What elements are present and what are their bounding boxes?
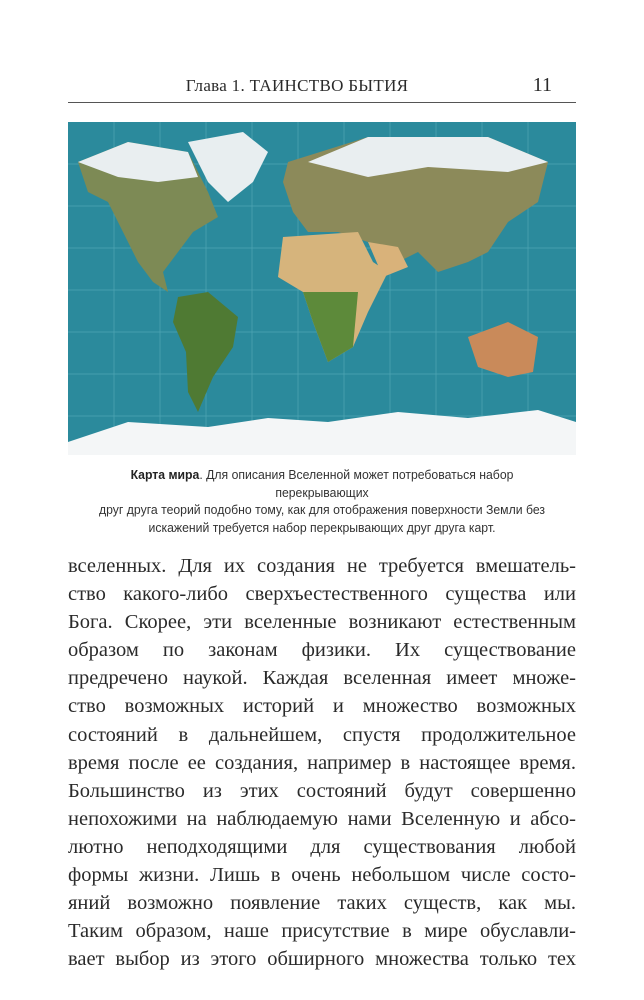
caption-line: друг друга теорий подобно тому, как для отображения поверхности Земли без [99, 502, 545, 517]
figure-caption [88, 466, 555, 536]
text-line: формы жизни. Лишь в очень небольшом числе состо- [68, 864, 576, 887]
body-text [68, 552, 576, 973]
text-line: состояний в дальнейшем, спустя продолжительное [68, 723, 576, 746]
chapter-title: Глава 1. ТАИНСТВО БЫТИЯ [185, 76, 409, 95]
world-map-image [68, 122, 576, 455]
text-line: ство возможных историй и множество возможных [68, 695, 576, 718]
text-line: Большинство из этих состояний будут совершенно [68, 779, 576, 802]
running-header [68, 74, 576, 103]
caption-line: . Для описания Вселенной может потребоваться набор перекрывающих [199, 467, 514, 500]
text-line: яний возможно появление таких существ, как мы. [68, 892, 576, 915]
text-line: предречено наукой. Каждая вселенная имеет множе- [68, 667, 576, 690]
text-line: время после ее создания, например в настоящее время. [68, 751, 576, 774]
south-america [173, 292, 238, 412]
text-line: Таким образом, наше присутствие в мире обуславли- [68, 920, 576, 943]
australia [468, 322, 538, 377]
text-line: лютно неподходящими для существования любой [68, 835, 576, 858]
caption-title: Карта мира [130, 467, 200, 482]
page-number: 11 [532, 74, 552, 96]
text-line: непохожими на наблюдаемую нами Вселенную и абсо- [68, 807, 576, 830]
text-line: ство какого-либо сверхъестественного существа или [68, 583, 576, 606]
antarctica [68, 410, 576, 455]
caption-line: искажений требуется набор перекрывающих друг друга карт. [148, 519, 496, 535]
text-line: вает выбор из этого обширного множества только тех [68, 948, 576, 971]
text-line: Бога. Скорее, эти вселенные возникают естественным [68, 611, 576, 634]
text-line: вселенных. Для их создания не требуется вмешатель- [68, 555, 576, 577]
text-line: образом по законам физики. Их существование [68, 639, 576, 662]
